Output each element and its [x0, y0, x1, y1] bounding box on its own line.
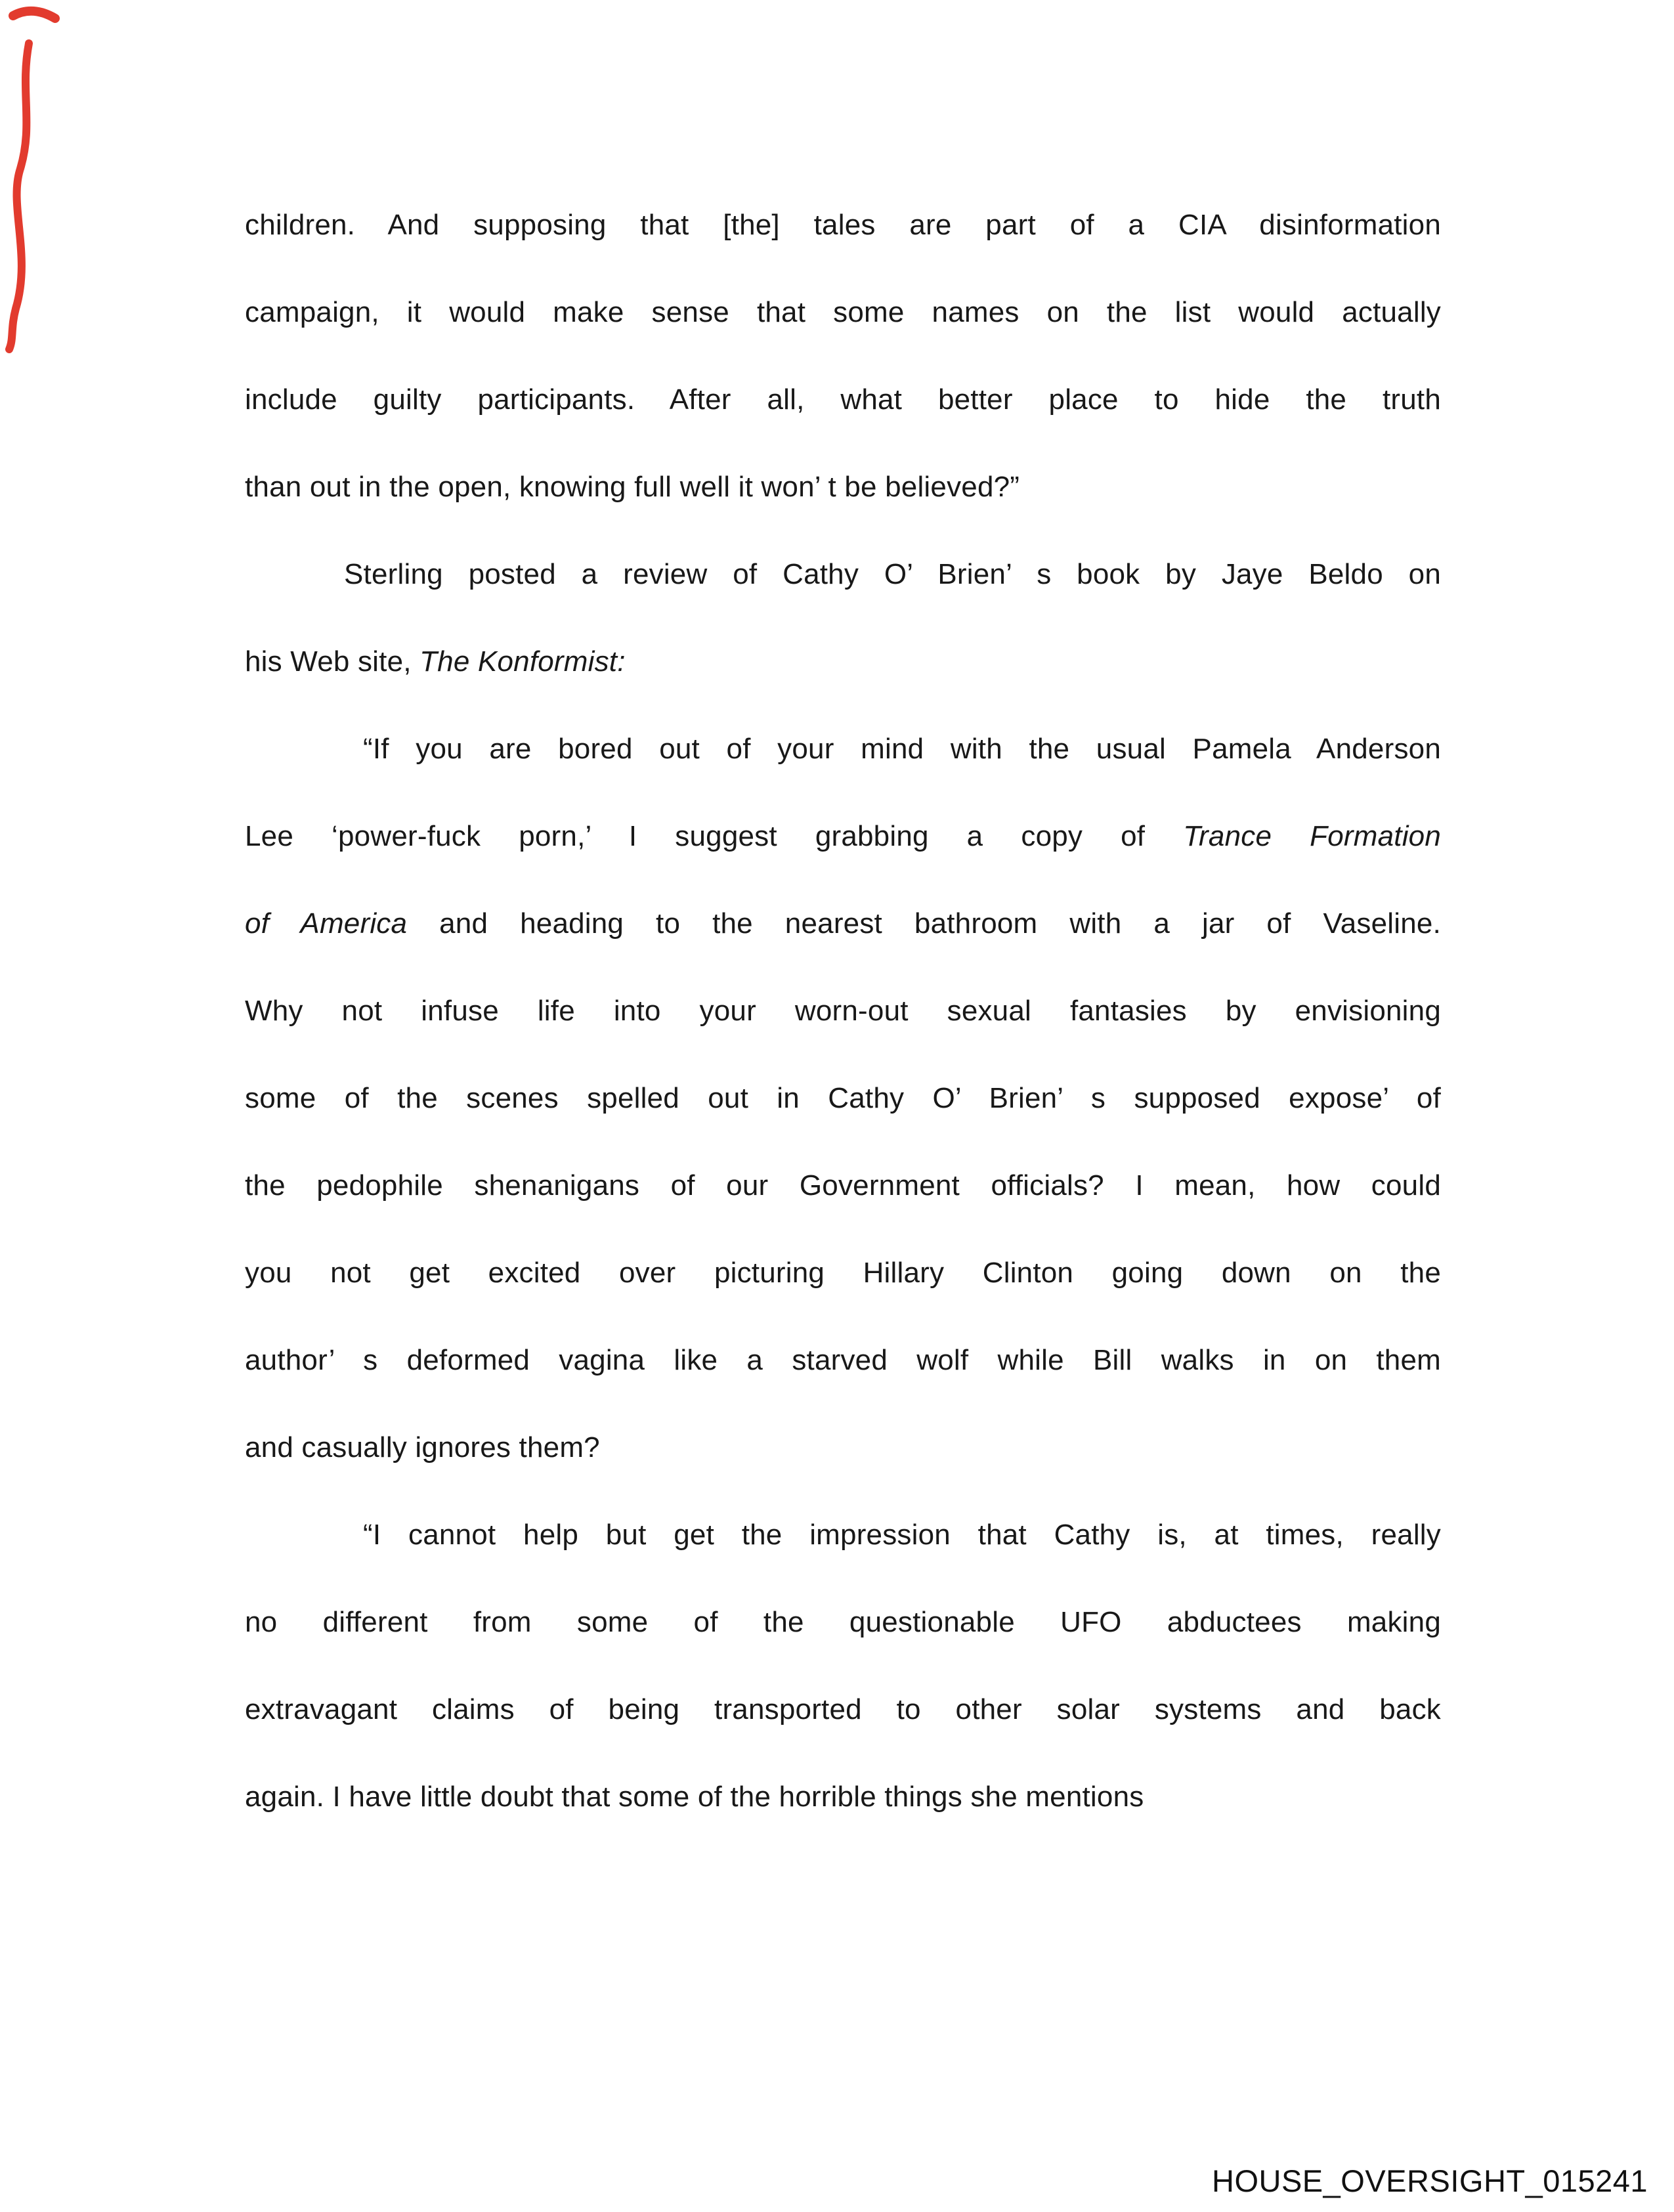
- text-line: [245, 1404, 1441, 1491]
- text-line: [245, 1316, 1441, 1404]
- text-segment: children. And supposing that [the] tales are part of a CIA disinformation: [245, 209, 1441, 241]
- text-line: [245, 269, 1441, 356]
- text-segment: and casually ignores them?: [245, 1431, 600, 1464]
- text-line: [245, 967, 1441, 1054]
- text-line: [245, 181, 1441, 269]
- text-line: [245, 618, 1441, 705]
- red-pen-scribble: [0, 0, 79, 368]
- text-segment: you not get excited over picturing Hillary Clinton going down on the: [245, 1257, 1441, 1289]
- text-segment: Why not infuse life into your worn-out sexual fantasies by envisioning: [245, 995, 1441, 1027]
- text-line: [245, 705, 1441, 792]
- text-segment: and heading to the nearest bathroom with a jar of Vaseline.: [407, 907, 1441, 940]
- text-segment: include guilty participants. After all, what better place to hide the truth: [245, 383, 1441, 416]
- text-segment: again. I have little doubt that some of the horrible things she mentions: [245, 1781, 1144, 1813]
- document-body: [245, 181, 1441, 1840]
- italic-text-segment: The Konformist:: [419, 645, 626, 678]
- text-line: [245, 1142, 1441, 1229]
- text-line: [245, 1229, 1441, 1316]
- text-line: [245, 1578, 1441, 1666]
- italic-text-segment: Trance Formation: [1183, 820, 1442, 852]
- text-line: [245, 531, 1441, 618]
- text-segment: his Web site,: [245, 645, 420, 678]
- text-segment: “If you are bored out of your mind with the usual Pamela Anderson: [363, 733, 1441, 765]
- text-line: [245, 880, 1441, 967]
- italic-text-segment: of America: [245, 907, 408, 940]
- text-segment: Lee ‘power-fuck porn,’ I suggest grabbing a copy of: [245, 820, 1184, 852]
- text-segment: author’ s deformed vagina like a starved wolf while Bill walks in on them: [245, 1344, 1441, 1376]
- text-segment: Sterling posted a review of Cathy O’ Brien’ s book by Jaye Beldo on: [344, 558, 1441, 590]
- text-line: [245, 1753, 1441, 1840]
- text-segment: “I cannot help but get the impression that Cathy is, at times, really: [363, 1519, 1441, 1551]
- text-line: [245, 1054, 1441, 1142]
- text-line: [245, 443, 1441, 531]
- text-line: [245, 792, 1441, 880]
- text-segment: extravagant claims of being transported to other solar systems and back: [245, 1693, 1441, 1725]
- text-segment: the pedophile shenanigans of our Government officials? I mean, how could: [245, 1169, 1441, 1202]
- text-line: [245, 1666, 1441, 1753]
- bates-number: HOUSE_OVERSIGHT_015241: [1212, 2163, 1648, 2198]
- text-segment: than out in the open, knowing full well it won’ t be believed?”: [245, 471, 1020, 503]
- text-segment: some of the scenes spelled out in Cathy O’ Brien’ s supposed expose’ of: [245, 1082, 1441, 1114]
- text-line: [245, 356, 1441, 443]
- text-segment: no different from some of the questionable UFO abductees making: [245, 1606, 1441, 1638]
- text-line: [245, 1491, 1441, 1578]
- text-segment: campaign, it would make sense that some names on the list would actually: [245, 296, 1441, 328]
